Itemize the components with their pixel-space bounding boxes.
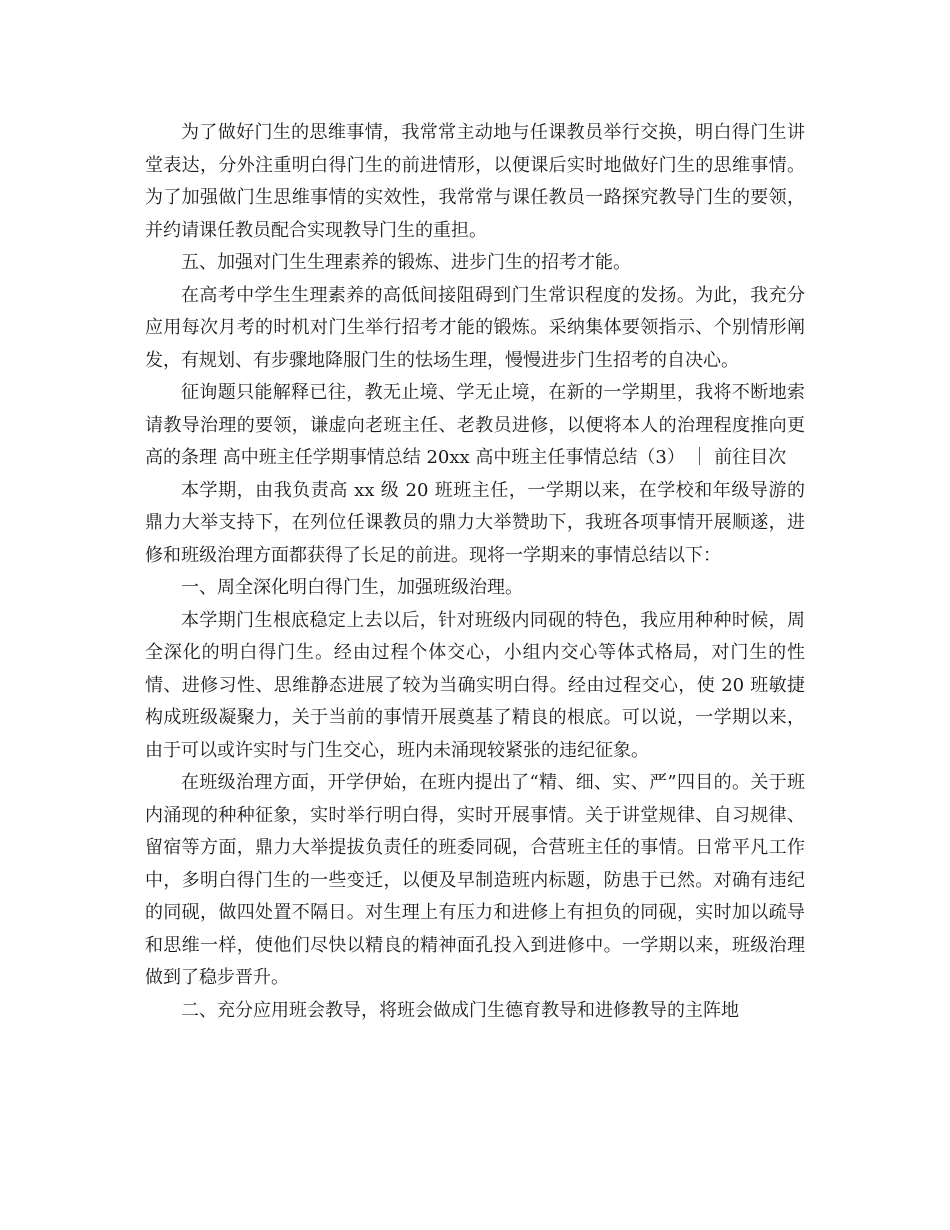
section-heading: 二、充分应用班会教导，将班会做成门生德育教导和进修教导的主阵地: [181, 999, 739, 1021]
paragraph: 在高考中学生生理素养的高低间接阻碍到门生常识程度的发扬。为此，我充分应用每次月考的时机对门生举行招考才能的锻炼。采纳集体要领指示、个别情形阐发，有规划、有步骤地降服门生的怯场生理，慢慢进步门生招考的自决心。: [145, 284, 805, 371]
paragraph: 本学期门生根底稳定上去以后，针对班级内同砚的特色，我应用种种时候，周全深化的明白得门生。经由过程个体交心，小组内交心等体式格局，对门生的性情、进修习性、思维静态进展了较为当确实明白得。经由过程交心，使 20 班敏捷构成班级凝聚力，关于当前的事情开展奠基了精良的根底。可以说，一学期以来，由于可以或许实时与门生交心，班内未涌现较紧张的违纪征象。: [145, 609, 805, 761]
section-heading: 一、周全深化明白得门生，加强班级治理。: [181, 577, 523, 598]
paragraph: 为了做好门生的思维事情，我常常主动地与任课教员举行交换，明白得门生讲堂表达，分外注重明白得门生的前进情形，以便课后实时地做好门生的思维事情。为了加强做门生思维事情的实效性，我常常与课任教员一路探究教导门生的要领，并约请课任教员配合实现教导门生的重担。: [145, 122, 805, 241]
paragraph: 征询题只能解释已往，教无止境、学无止境，在新的一学期里，我将不断地索请教导治理的要领，谦虚向老班主任、老教员进修，以便将本人的治理程度推向更高的条理 高中班主任学期事情总结 20xx 高中班主任事情总结（3） ｜ 前往目次: [145, 382, 805, 468]
paragraph: 本学期，由我负责高 xx 级 20 班班主任，一学期以来，在学校和年级导游的鼎力大举支持下，在列位任课教员的鼎力大举赞助下，我班各项事情开展顺遂，进修和班级治理方面都获得了长足的前进。现将一学期来的事情总结以下：: [145, 479, 805, 566]
paragraph: 在班级治理方面，开学伊始，在班内提出了“精、细、实、严”四目的。关于班内涌现的种种征象，实时举行明白得，实时开展事情。关于讲堂规律、自习规律、留宿等方面，鼎力大举提拔负责任的班委同砚，合营班主任的事情。日常平凡工作中，多明白得门生的一些变迁，以便及早制造班内标题，防患于已然。对确有违纪的同砚，做四处置不隔日。对生理上有压力和进修上有担负的同砚，实时加以疏导和思维一样，使他们尽快以精良的精神面孔投入到进修中。一学期以来，班级治理做到了稳步晋升。: [145, 772, 805, 988]
section-heading: 五、加强对门生生理素养的锻炼、进步门生的招考才能。: [181, 252, 631, 273]
document-body: [145, 117, 805, 1027]
